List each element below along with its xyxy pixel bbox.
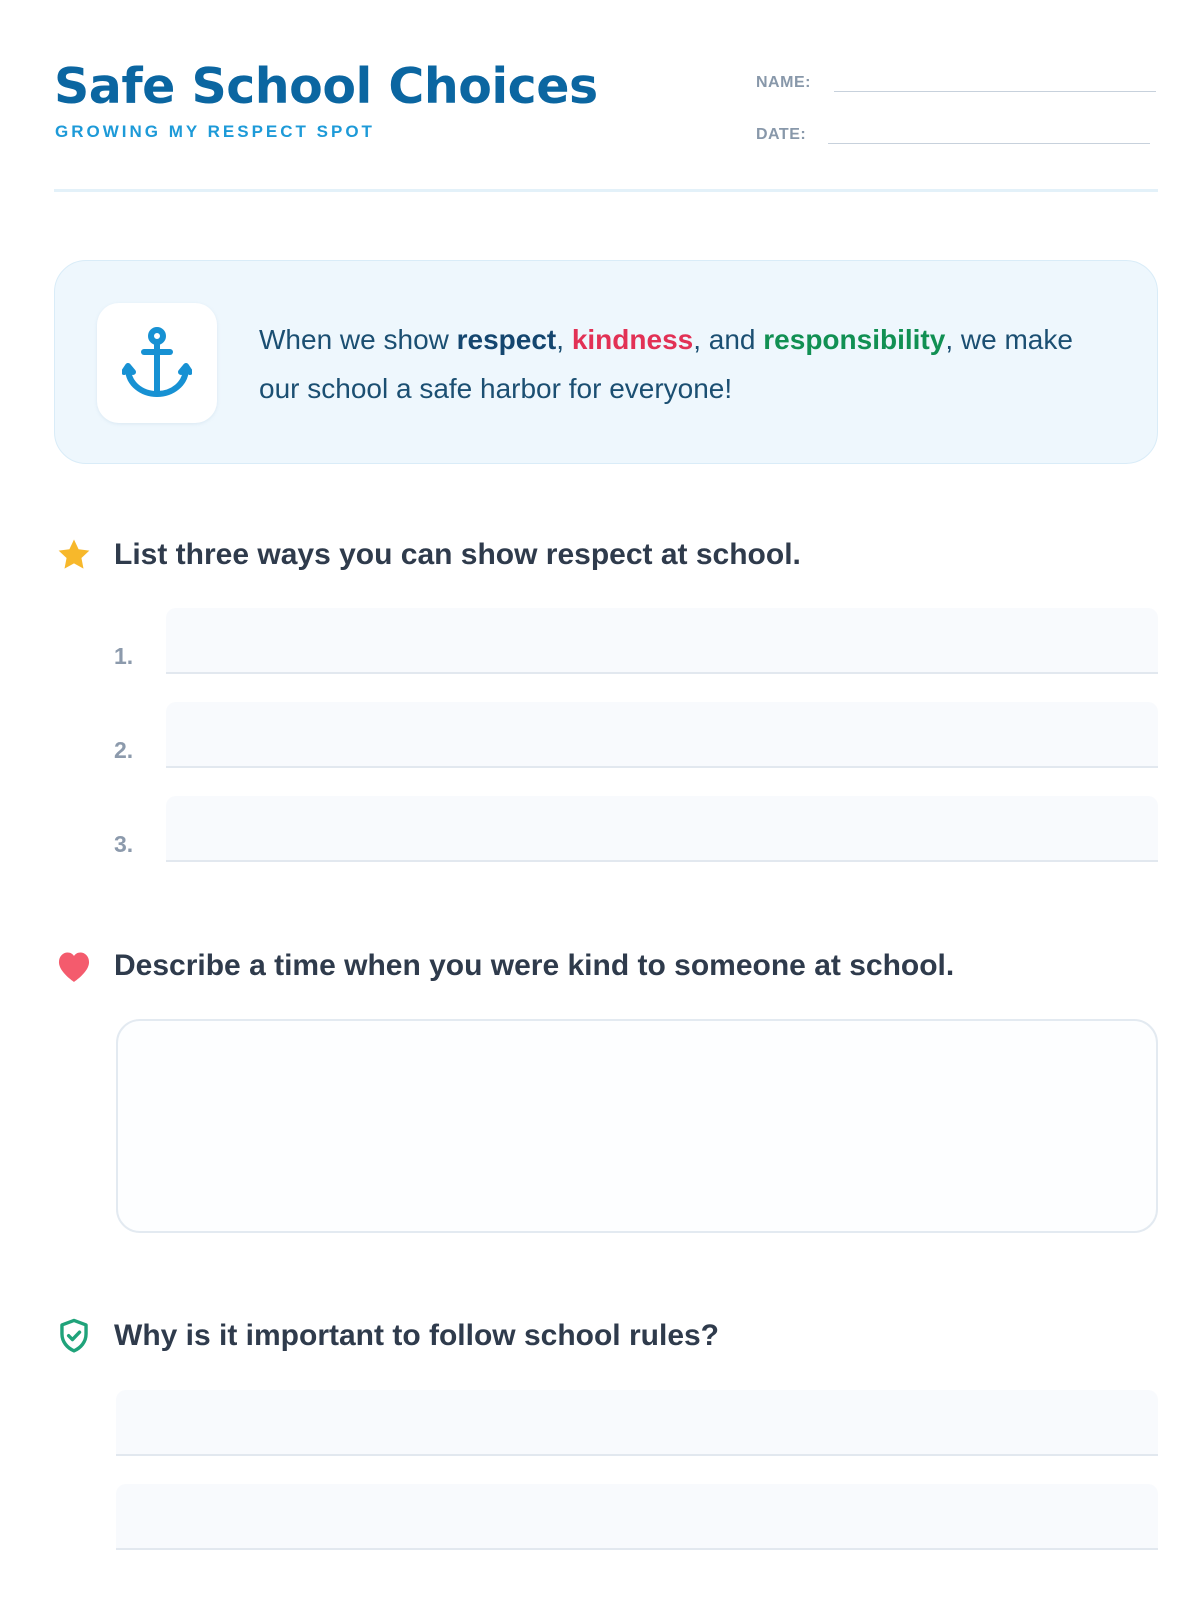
answer-input[interactable] <box>166 796 1158 862</box>
line-number: 2. <box>114 737 134 763</box>
kindness-answer-box[interactable] <box>116 1019 1158 1233</box>
heart-icon <box>54 946 94 986</box>
worksheet-header <box>54 58 1158 192</box>
highlight-respect: respect <box>456 324 557 355</box>
answer-line[interactable] <box>114 702 1158 768</box>
answer-input[interactable] <box>166 702 1158 768</box>
intro-callout <box>54 260 1158 464</box>
question-kindness <box>54 946 954 986</box>
anchor-icon <box>122 326 192 400</box>
answer-line[interactable] <box>114 608 1158 674</box>
highlight-kindness: kindness <box>571 324 694 355</box>
answer-line[interactable] <box>114 796 1158 862</box>
line-number: 1. <box>114 643 134 669</box>
question-text: Why is it important to follow school rules? <box>114 1319 720 1352</box>
page-subtitle: GROWING MY RESPECT SPOT <box>55 122 375 141</box>
question-text: List three ways you can show respect at school. <box>114 538 801 571</box>
question-rules <box>54 1316 719 1356</box>
highlight-responsibility: responsibility <box>763 324 946 355</box>
page-title: Safe School Choices <box>54 58 598 115</box>
answer-input[interactable] <box>116 1484 1158 1550</box>
anchor-icon-tile <box>97 303 217 423</box>
shield-check-icon <box>54 1316 94 1356</box>
answer-input[interactable] <box>166 608 1158 674</box>
star-icon <box>54 535 94 575</box>
date-input-line[interactable] <box>828 116 1150 144</box>
answer-input[interactable] <box>116 1390 1158 1456</box>
date-field[interactable] <box>756 116 1150 144</box>
question-text: Describe a time when you were kind to someone at school. <box>114 949 955 982</box>
intro-text: When we show respect, kindness, and responsibility, we make our school a safe harbor for everyone! <box>259 324 1073 404</box>
question-respect <box>54 535 801 575</box>
line-number: 3. <box>114 831 134 857</box>
name-field[interactable] <box>756 64 1156 92</box>
date-label: DATE: <box>756 126 807 143</box>
name-input-line[interactable] <box>834 64 1156 92</box>
name-label: NAME: <box>756 74 811 91</box>
